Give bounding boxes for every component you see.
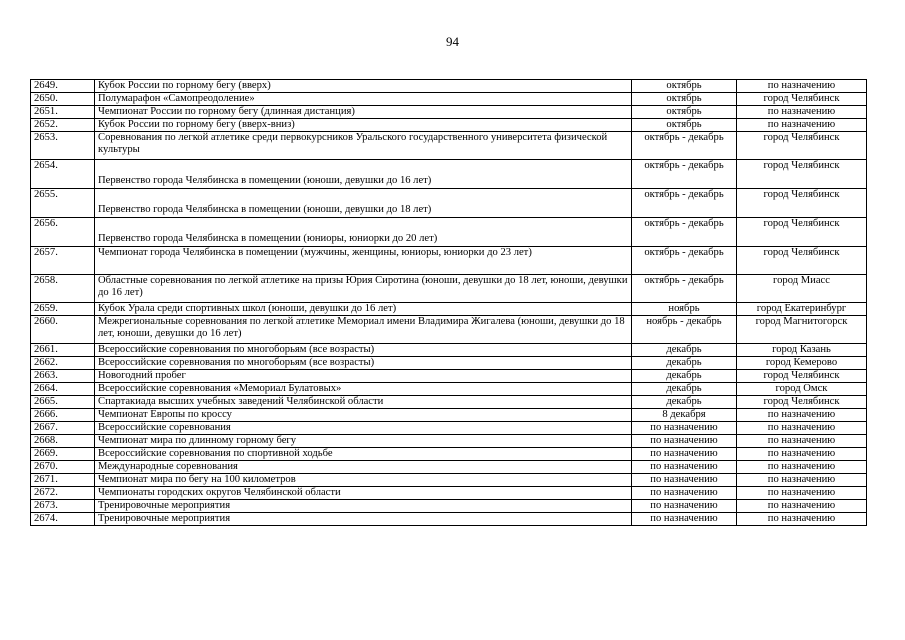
event-place-cell: город Челябинск: [737, 218, 867, 247]
event-place-cell: по назначению: [737, 106, 867, 119]
event-name-cell: Всероссийские соревнования по спортивной ходьбе: [95, 448, 632, 461]
event-date-cell: декабрь: [632, 396, 737, 409]
row-number-cell: 2665.: [31, 396, 95, 409]
event-date-cell: ноябрь - декабрь: [632, 316, 737, 344]
event-name-cell: Международные соревнования: [95, 461, 632, 474]
event-name-cell: Тренировочные мероприятия: [95, 500, 632, 513]
row-number-cell: 2659.: [31, 303, 95, 316]
event-place-cell: город Челябинск: [737, 189, 867, 218]
event-place-cell: по назначению: [737, 461, 867, 474]
event-place-cell: город Екатеринбург: [737, 303, 867, 316]
row-number-cell: 2664.: [31, 383, 95, 396]
event-date-cell: октябрь: [632, 106, 737, 119]
table-row: [31, 474, 867, 487]
event-place-cell: город Челябинск: [737, 93, 867, 106]
event-name-cell: Тренировочные мероприятия: [95, 513, 632, 526]
table-row: [31, 106, 867, 119]
table-row: [31, 344, 867, 357]
event-name-cell: Межрегиональные соревнования по легкой атлетике Мемориал имени Владимира Жигалева (юноши, девушки до 18 лет, юноши, девушки до 16 лет): [95, 316, 632, 344]
event-date-cell: октябрь - декабрь: [632, 189, 737, 218]
event-place-cell: по назначению: [737, 500, 867, 513]
row-number-cell: 2667.: [31, 422, 95, 435]
event-date-cell: декабрь: [632, 383, 737, 396]
event-date-cell: октябрь: [632, 93, 737, 106]
row-number-cell: 2655.: [31, 189, 95, 218]
event-name-cell: Полумарафон «Самопреодоление»: [95, 93, 632, 106]
table-row: [31, 500, 867, 513]
row-number-cell: 2658.: [31, 275, 95, 303]
table-row: [31, 275, 867, 303]
event-date-cell: 8 декабря: [632, 409, 737, 422]
event-name-cell: Чемпионаты городских округов Челябинской области: [95, 487, 632, 500]
row-number-cell: 2674.: [31, 513, 95, 526]
row-number-cell: 2669.: [31, 448, 95, 461]
table-row: [31, 189, 867, 218]
table-row: [31, 422, 867, 435]
table-row: [31, 218, 867, 247]
table-row: [31, 132, 867, 160]
event-name-cell: Всероссийские соревнования по многоборьям (все возрасты): [95, 357, 632, 370]
table-row: [31, 448, 867, 461]
row-number-cell: 2670.: [31, 461, 95, 474]
row-number-cell: 2661.: [31, 344, 95, 357]
event-name-cell: Первенство города Челябинска в помещении (юноши, девушки до 18 лет): [95, 189, 632, 218]
event-date-cell: октябрь: [632, 80, 737, 93]
table-row: [31, 93, 867, 106]
event-date-cell: октябрь: [632, 119, 737, 132]
event-name-cell: Кубок России по горному бегу (вверх-вниз): [95, 119, 632, 132]
event-place-cell: город Миасс: [737, 275, 867, 303]
table-row: [31, 370, 867, 383]
event-place-cell: город Челябинск: [737, 396, 867, 409]
table-row: [31, 357, 867, 370]
event-place-cell: город Челябинск: [737, 370, 867, 383]
event-name-cell: Чемпионат России по горному бегу (длинная дистанция): [95, 106, 632, 119]
table-row: [31, 409, 867, 422]
event-date-cell: октябрь - декабрь: [632, 218, 737, 247]
event-place-cell: по назначению: [737, 448, 867, 461]
event-place-cell: по назначению: [737, 474, 867, 487]
table-row: [31, 119, 867, 132]
event-date-cell: по назначению: [632, 461, 737, 474]
event-name-cell: Всероссийские соревнования «Мемориал Булатовых»: [95, 383, 632, 396]
event-name-cell: Областные соревнования по легкой атлетике на призы Юрия Сиротина (юноши, девушки до 18 лет, юноши, девушки до 16 лет): [95, 275, 632, 303]
event-name-cell: Чемпионат мира по бегу на 100 километров: [95, 474, 632, 487]
event-place-cell: город Магнитогорск: [737, 316, 867, 344]
row-number-cell: 2649.: [31, 80, 95, 93]
page-number: 94: [446, 34, 459, 49]
event-date-cell: декабрь: [632, 370, 737, 383]
event-name-cell: Чемпионат Европы по кроссу: [95, 409, 632, 422]
table-row: [31, 160, 867, 189]
event-date-cell: по назначению: [632, 422, 737, 435]
event-name-cell: Чемпионат города Челябинска в помещении (мужчины, женщины, юниоры, юниорки до 23 лет): [95, 247, 632, 275]
row-number-cell: 2660.: [31, 316, 95, 344]
event-name-cell: Всероссийские соревнования: [95, 422, 632, 435]
event-name-cell: Всероссийские соревнования по многоборьям (все возрасты): [95, 344, 632, 357]
event-place-cell: город Казань: [737, 344, 867, 357]
event-name-cell: Кубок Урала среди спортивных школ (юноши, девушки до 16 лет): [95, 303, 632, 316]
event-place-cell: по назначению: [737, 435, 867, 448]
event-name-cell: Новогодний пробег: [95, 370, 632, 383]
event-place-cell: по назначению: [737, 513, 867, 526]
event-name-cell: Первенство города Челябинска в помещении (юниоры, юниорки до 20 лет): [95, 218, 632, 247]
row-number-cell: 2671.: [31, 474, 95, 487]
table-row: [31, 513, 867, 526]
row-number-cell: 2653.: [31, 132, 95, 160]
event-place-cell: по назначению: [737, 409, 867, 422]
table-row: [31, 247, 867, 275]
row-number-cell: 2668.: [31, 435, 95, 448]
event-name-cell: Первенство города Челябинска в помещении (юноши, девушки до 16 лет): [95, 160, 632, 189]
event-date-cell: по назначению: [632, 500, 737, 513]
event-place-cell: город Челябинск: [737, 247, 867, 275]
events-table: [30, 79, 867, 526]
event-date-cell: декабрь: [632, 357, 737, 370]
event-place-cell: по назначению: [737, 119, 867, 132]
table-row: [31, 80, 867, 93]
event-date-cell: октябрь - декабрь: [632, 247, 737, 275]
table-row: [31, 383, 867, 396]
table-row: [31, 303, 867, 316]
event-date-cell: ноябрь: [632, 303, 737, 316]
row-number-cell: 2663.: [31, 370, 95, 383]
table-row: [31, 461, 867, 474]
event-date-cell: по назначению: [632, 513, 737, 526]
row-number-cell: 2654.: [31, 160, 95, 189]
row-number-cell: 2656.: [31, 218, 95, 247]
event-place-cell: по назначению: [737, 487, 867, 500]
event-date-cell: октябрь - декабрь: [632, 132, 737, 160]
row-number-cell: 2657.: [31, 247, 95, 275]
event-place-cell: город Челябинск: [737, 160, 867, 189]
row-number-cell: 2666.: [31, 409, 95, 422]
event-place-cell: по назначению: [737, 422, 867, 435]
table-row: [31, 487, 867, 500]
event-date-cell: октябрь - декабрь: [632, 160, 737, 189]
event-date-cell: по назначению: [632, 474, 737, 487]
row-number-cell: 2650.: [31, 93, 95, 106]
event-date-cell: декабрь: [632, 344, 737, 357]
event-date-cell: по назначению: [632, 435, 737, 448]
event-date-cell: по назначению: [632, 487, 737, 500]
event-name-cell: Спартакиада высших учебных заведений Челябинской области: [95, 396, 632, 409]
event-name-cell: Чемпионат мира по длинному горному бегу: [95, 435, 632, 448]
row-number-cell: 2672.: [31, 487, 95, 500]
event-name-cell: Соревнования по легкой атлетике среди первокурсников Уральского государственного университета физической культуры: [95, 132, 632, 160]
event-date-cell: по назначению: [632, 448, 737, 461]
row-number-cell: 2673.: [31, 500, 95, 513]
row-number-cell: 2651.: [31, 106, 95, 119]
row-number-cell: 2652.: [31, 119, 95, 132]
event-place-cell: город Челябинск: [737, 132, 867, 160]
row-number-cell: 2662.: [31, 357, 95, 370]
event-place-cell: по назначению: [737, 80, 867, 93]
event-date-cell: октябрь - декабрь: [632, 275, 737, 303]
table-row: [31, 396, 867, 409]
event-place-cell: город Омск: [737, 383, 867, 396]
event-name-cell: Кубок России по горному бегу (вверх): [95, 80, 632, 93]
table-row: [31, 316, 867, 344]
event-place-cell: город Кемерово: [737, 357, 867, 370]
table-row: [31, 435, 867, 448]
events-table-body: [31, 80, 867, 526]
